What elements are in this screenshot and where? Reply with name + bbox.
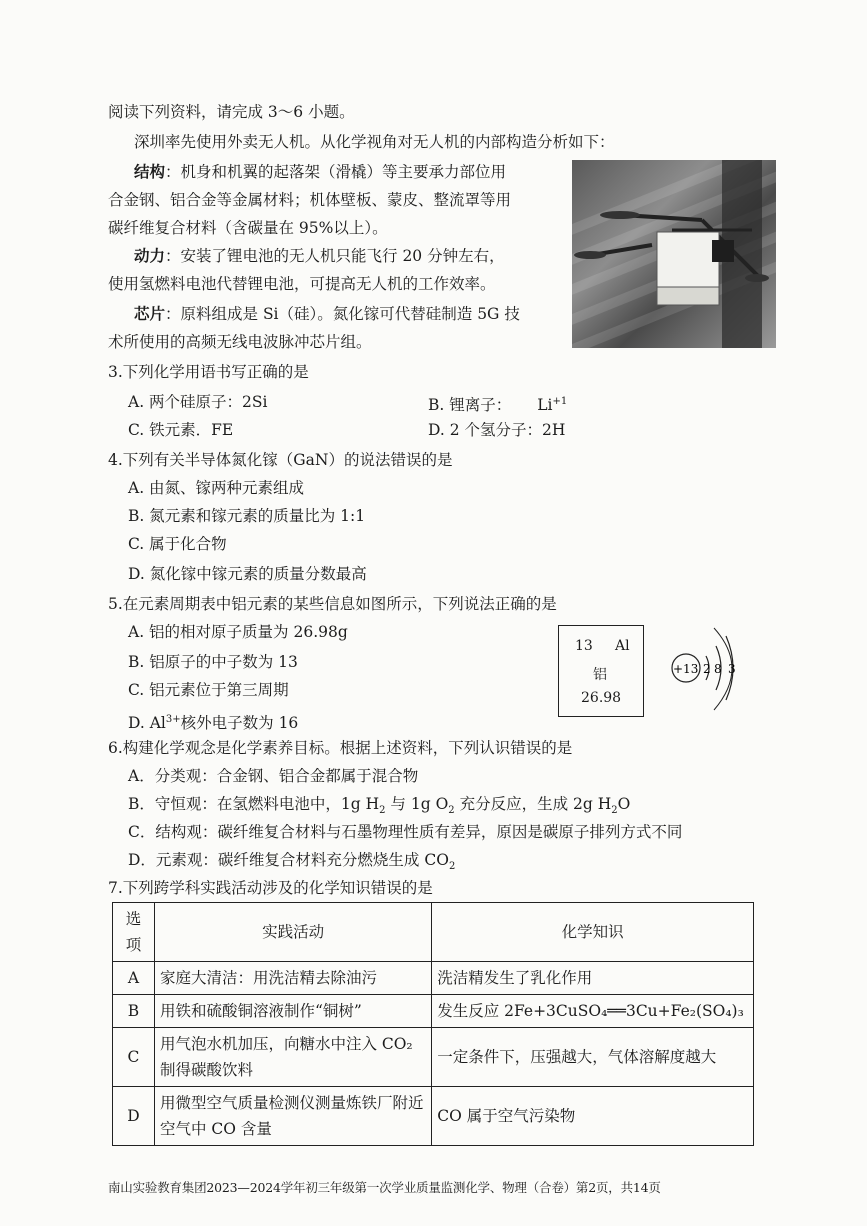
shell-electrons-2: 8: [714, 662, 722, 676]
q6-b-part3: 充分反应，生成 2g H: [454, 795, 612, 813]
q5-option-a: A. 铝的相对原子质量为 26.98g: [128, 623, 348, 641]
q3-option-b: [428, 392, 567, 415]
q7-table-header: [113, 903, 754, 962]
atomic-number: 13: [575, 638, 593, 654]
power-text-1: ：安装了锂电池的无人机只能飞行 20 分钟左右，: [165, 247, 505, 265]
header-option: 选项: [113, 903, 155, 962]
drone-paragraph: 深圳率先使用外卖无人机。从化学视角对无人机的内部构造分析如下：: [134, 133, 615, 151]
q5-option-c: C. 铝元素位于第三周期: [128, 681, 289, 699]
table-row: [113, 962, 754, 995]
q4-stem: 4.下列有关半导体氮化镓（GaN）的说法错误的是: [108, 451, 453, 469]
q6-b-part2: 与 1g O: [385, 795, 449, 813]
intro-text: 阅读下列资料，请完成 3～6 小题。: [108, 103, 355, 121]
row-activity: 用铁和硫酸铜溶液制作“铜树”: [154, 995, 431, 1028]
row-knowledge: CO 属于空气污染物: [432, 1087, 754, 1146]
row-option: C: [113, 1028, 155, 1087]
q4-option-c: C. 属于化合物: [128, 535, 227, 553]
structure-line-2: 合金钢、铝合金等金属材料；机体壁板、蒙皮、整流罩等用: [108, 191, 512, 209]
power-line-1: [134, 246, 505, 266]
q6-b-sub1: 2: [379, 805, 386, 817]
row-activity: 用微型空气质量检测仪测量炼铁厂附近空气中 CO 含量: [154, 1087, 431, 1146]
q5-option-d: [128, 710, 298, 733]
q5-option-d-post: 核外电子数为 16: [180, 714, 299, 733]
q4-option-d: D. 氮化镓中镓元素的质量分数最高: [128, 565, 367, 583]
shell-electrons-3: 3: [728, 662, 736, 676]
q7-stem: 7.下列跨学科实践活动涉及的化学知识错误的是: [108, 879, 433, 897]
structure-line-1: [134, 162, 506, 182]
table-row: [113, 1087, 754, 1146]
q4-option-b: B. 氮元素和镓元素的质量比为 1:1: [128, 507, 366, 525]
nucleus-charge: +13: [673, 662, 699, 676]
chip-label: 芯片: [134, 304, 166, 323]
drone-photo: [572, 160, 776, 348]
periodic-table-cell: [558, 625, 644, 717]
table-row: [113, 1028, 754, 1087]
row-option: D: [113, 1087, 155, 1146]
atomic-mass: 26.98: [581, 690, 622, 706]
chip-line-1: [134, 304, 520, 324]
q3-option-b-formula: Li: [537, 396, 553, 415]
drone-icon: [572, 160, 776, 348]
q5-option-d-pre: D. Al: [128, 714, 166, 733]
row-activity: 家庭大清洁：用洗洁精去除油污: [154, 962, 431, 995]
q3-option-b-text: B. 锂离子：: [428, 396, 512, 415]
chip-line-2: 术所使用的高频无线电波脉冲芯片组。: [108, 333, 372, 351]
q6-option-b: [128, 794, 630, 821]
shell-electrons-1: 2: [703, 662, 711, 676]
structure-text-1: ：机身和机翼的起落架（滑橇）等主要承力部位用: [165, 163, 507, 181]
power-line-2: 使用氢燃料电池代替锂电池，可提高无人机的工作效率。: [108, 275, 496, 293]
q4-option-a: A. 由氮、镓两种元素组成: [128, 479, 305, 497]
chip-text-1: ：原料组成是 Si（硅）。氮化镓可代替硅制造 5G 技: [165, 305, 520, 323]
q5-option-d-charge: 3+: [165, 714, 181, 725]
q5-stem: 5.在元素周期表中铝元素的某些信息如图所示，下列说法正确的是: [108, 595, 557, 613]
header-knowledge: 化学知识: [432, 903, 754, 962]
q6-option-a: A．分类观：合金钢、铝合金都属于混合物: [128, 767, 419, 785]
power-label: 动力: [134, 246, 166, 265]
q6-option-c: C．结构观：碳纤维复合材料与石墨物理性质有差异，原因是碳原子排列方式不同: [128, 823, 683, 841]
element-symbol: Al: [615, 638, 630, 654]
q6-d-text: D．元素观：碳纤维复合材料充分燃烧生成 CO: [128, 851, 449, 869]
header-activity: 实践活动: [154, 903, 431, 962]
row-knowledge: 一定条件下，压强越大，气体溶解度越大: [432, 1028, 754, 1087]
q6-b-part1: B．守恒观：在氢燃料电池中，1g H: [128, 795, 380, 813]
q3-option-d: D. 2 个氢分子：2H: [428, 421, 566, 439]
q6-b-sub2: 2: [448, 805, 455, 817]
q6-option-d: [128, 850, 455, 877]
structure-label: 结构: [134, 162, 166, 181]
q3-option-a: A. 两个硅原子：2Si: [128, 393, 268, 411]
element-name: 铝: [593, 667, 607, 683]
q6-stem: 6.构建化学观念是化学素养目标。根据上述资料，下列认识错误的是: [108, 739, 573, 757]
row-option: B: [113, 995, 155, 1028]
q6-b-part4: O: [617, 795, 631, 813]
row-option: A: [113, 962, 155, 995]
q7-table: [112, 902, 754, 1146]
q3-option-b-charge: +1: [552, 396, 568, 407]
page-footer: 南山实验教育集团2023—2024学年初三年级第一次学业质量监测化学、物理（合卷）第2页，共14页: [108, 1180, 661, 1195]
q6-d-sub: 2: [448, 861, 456, 873]
table-row: [113, 995, 754, 1028]
atom-structure-diagram: [668, 618, 748, 718]
q6-b-sub3: 2: [611, 805, 618, 817]
row-knowledge: 发生反应 2Fe+3CuSO₄══3Cu+Fe₂(SO₄)₃: [432, 995, 754, 1028]
row-knowledge: 洗洁精发生了乳化作用: [432, 962, 754, 995]
row-activity: 用气泡水机加压，向糖水中注入 CO₂制得碳酸饮料: [154, 1028, 431, 1087]
q3-stem: 3.下列化学用语书写正确的是: [108, 363, 309, 381]
q5-option-b: B. 铝原子的中子数为 13: [128, 653, 298, 671]
structure-line-3: 碳纤维复合材料（含碳量在 95%以上）。: [108, 219, 388, 237]
q3-option-c: C. 铁元素．FE: [128, 421, 234, 439]
